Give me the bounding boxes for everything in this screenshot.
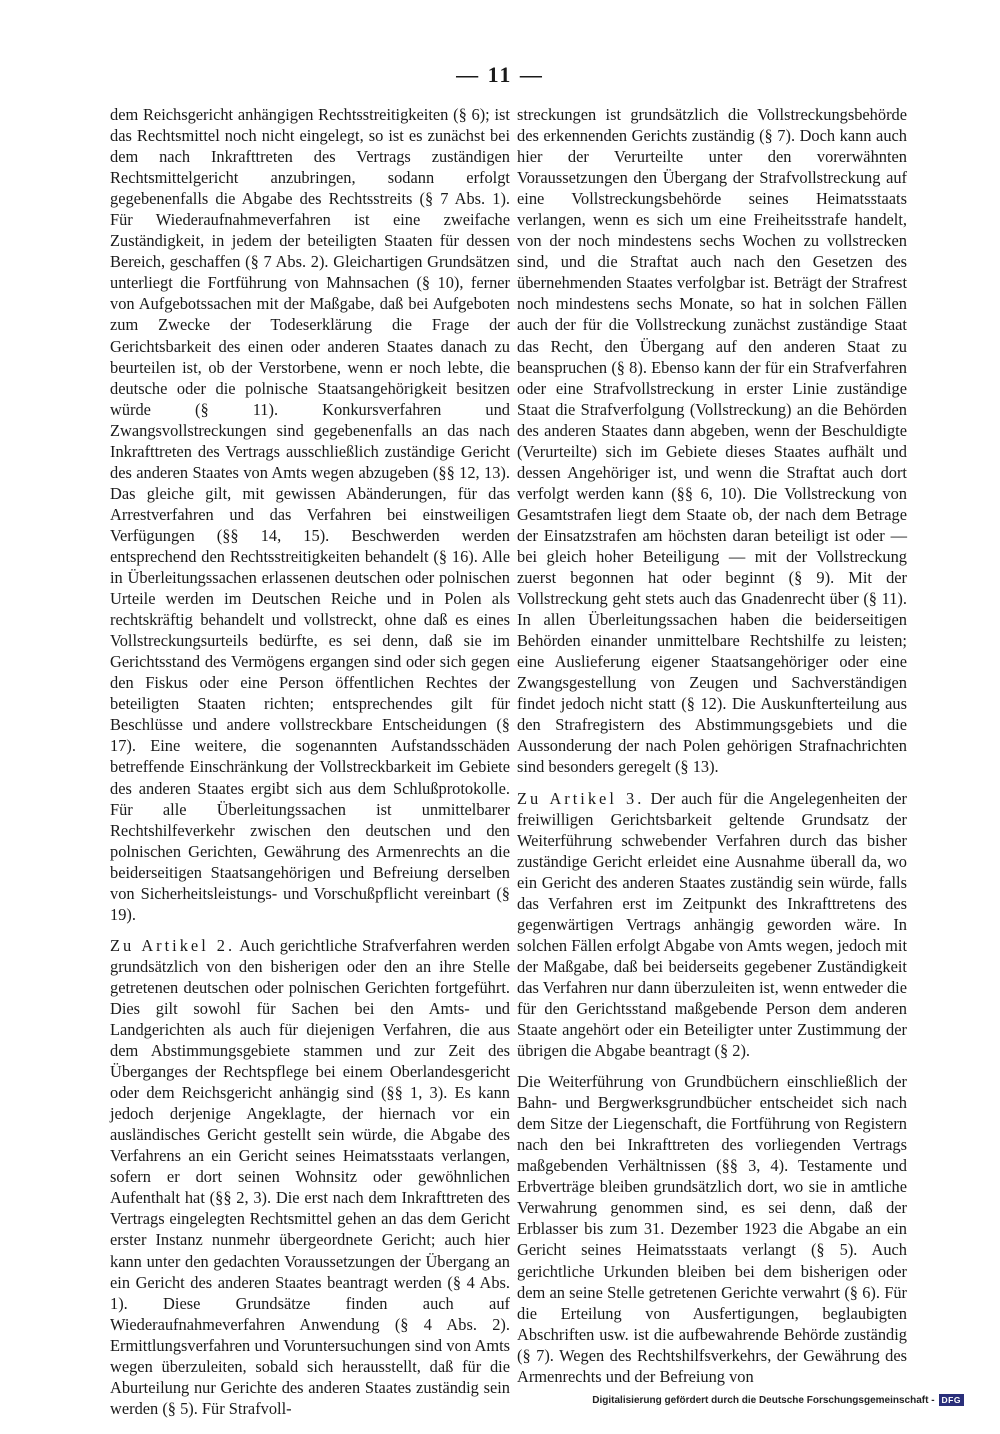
article-3-lead: Der auch für die Angelegenheiten der freiwilligen Gerichtsbarkeit xyxy=(517,788,907,829)
dfg-logo-icon: DFG xyxy=(939,1394,964,1406)
page-number: — 11 — xyxy=(456,62,544,87)
article-2-heading: Zu Artikel 2. xyxy=(110,935,236,955)
footer-text: Digitalisierung gefördert durch die Deutsche Forschungsgemeinschaft - xyxy=(592,1394,935,1406)
article-2-text: werden grundsätzlich von den bisherigen oder den an ihre Stelle getretenen deutschen oder polnischen Gerichten fortgeführt. Dies gilt sowohl für Sachen bei den Amts- und Landgerichten als auch für diejenigen Verfahren, die aus dem Abstimmungsgebiete stammen und zur Zeit des Überganges der Rechtspflege bei einem Oberlandesgericht oder dem Reichsgericht anhängig sind (§§ 1, 3). Es kann jedoch derjenige Angeklagte, der hiernach vor ein ausländisches Gericht gestellt sein würde, die Abgabe des Verfahrens an ein Gericht seines Heimatsstaats verlangen, sofern er dort seinen Wohnsitz oder gewöhnlichen Aufenthalt hat (§§ 2, 3). Die erst nach dem Inkrafttreten des Vertrags eingelegten Rechtsmittel gehen an das dem Gericht erster Instanz nunmehr übergeordnete Gericht; auch hier kann unter den gedachten Voraussetzungen der Übergang an ein Gericht des anderen Staates beantragt werden (§ 4 Abs. 1). Diese Grundsätze finden auch auf Wiederaufnahmeverfahren Anwendung (§ 4 Abs. 2). Ermittlungsverfahren und Voruntersuchungen sind von Amts wegen überzuleiten, sobald sich herausstellt, daß für die Aburteilung nur Gerichte des anderen Staates zuständig sein werden (§ 5). Für Strafvoll- xyxy=(110,935,510,1418)
article-3-text: geltende Grundsatz der Weiterführung schwebender Verfahren durch das bisher zuständige Gericht erleidet eine Ausnahme überall da, wo ein Gericht des anderen Staates zuständig sein würde, falls das Verfahren erst im Zeitpunkt des Inkrafttretens des gegenwärtigen Vertrags anhängig geworden wäre. In solchen Fällen erfolgt Abgabe von Amts wegen, jedoch mit der Maßgabe, daß bei beiderseits gegebener Zuständigkeit das Verfahren nur dann überzuleiten ist, wenn entweder die für den Gerichtsstand maßgebende Person dem anderen Staate angehört oder ein Beteiligter unter Zustimmung der übrigen die Abgabe beantragt (§ 2). xyxy=(517,809,907,1061)
article-3-heading: Zu Artikel 3. xyxy=(517,788,645,808)
digitization-footer xyxy=(592,1394,964,1406)
right-paragraph-2 xyxy=(517,788,907,1062)
right-paragraph-3: Die Weiterführung von Grundbüchern einschließlich der Bahn- und Bergwerksgrundbücher entscheidet sich nach dem Sitze der Liegenschaft, die Fortführung von Registern nach den bei Inkrafttreten des vorliegenden Vertrags maßgebenden Verhältnissen (§§ 3, 4). Testamente und Erbverträge bleiben grundsätzlich dort, wo sie in amtliche Verwahrung genommen sind, es sei denn, daß der Erblasser bis zum 31. Dezember 1923 die Abgabe an ein Gericht seines Heimatsstaats verlangt (§ 5). Auch gerichtliche Urkunden bleiben bei dem bisherigen oder dem an seine Stelle getretenen Gerichte verwahrt (§ 6). Für die Erteilung von Ausfertigungen, beglaubigten Abschriften usw. ist die aufbewahrende Behörde zuständig (§ 7). Wegen des Rechtshilfsverkehrs, der Gewährung des Armenrechts und der Befreiung von xyxy=(517,1072,907,1386)
left-column xyxy=(110,104,510,1419)
left-paragraph-1: dem Reichsgericht anhängigen Rechtsstreitigkeiten (§ 6); ist das Rechtsmittel noch nicht eingelegt, so ist es zunächst bei dem nach Inkrafttreten des Vertrags zuständigen Rechtsmittelgericht anzubringen, sodann erfolgt gegebenenfalls die Abgabe des Rechtsstreits (§ 7 Abs. 1). Für Wiederaufnahmeverfahren ist eine zweifache Zuständigkeit, in jedem der beteiligten Staaten für dessen Bereich, geschaffen (§ 7 Abs. 2). Gleichartigen Grundsätzen unterliegt die Fortführung von Mahnsachen (§ 10), ferner von Aufgebotssachen mit der Maßgabe, daß bei Aufgeboten zum Zwecke der Todeserklärung die Frage der Gerichtsbarkeit des einen oder anderen Staates danach zu beurteilen ist, ob der Verstorbene, wenn er noch lebte, die deutsche oder die polnische Staatsangehörigkeit besitzen würde (§ 11). Konkursverfahren und Zwangsvollstreckungen sind gegebenenfalls an das nach Inkrafttreten des Vertrags ausschließlich zuständige Gericht des anderen Staates von Amts wegen abzugeben (§§ 12, 13). Das gleiche gilt, mit gewissen Abänderungen, für das Arrestverfahren und das Verfahren bei einstweiligen Verfügungen (§§ 14, 15). Beschwerden werden entsprechend den Rechtsstreitigkeiten behandelt (§ 16). Alle in Überleitungssachen erlassenen deutschen oder polnischen Urteile werden im Deutschen Reiche und in Polen als rechtskräftig behandelt und vollstreckt, ohne daß es eines Vollstreckungsurteils bedürfte, es sei denn, daß sie im Gerichtsstand des Vermögens ergangen sind oder sich gegen den Fiskus oder eine Person öffentlichen Rechtes der beteiligten Staaten richten; entsprechendes gilt für Beschlüsse und andere vollstreckbare Entscheidungen (§ 17). Eine weitere, die sogenannten Aufstandsschäden betreffende Einschränkung der Vollstreckbarkeit im Gebiete des anderen Staates ergibt sich aus dem Schlußprotokolle. Für alle Überleitungssachen ist unmittelbarer Rechtshilfeverkehr zwischen den deutschen und den polnischen Gerichten, Gewährung des Armenrechts an die beiderseitigen Staatsangehörigen und Befreiung derselben von Sicherheitsleistungs- und Vorschußpflicht vereinbart (§ 19). xyxy=(110,105,510,924)
article-2-lead: Auch gerichtliche Strafverfahren xyxy=(239,935,457,955)
left-paragraph-2 xyxy=(110,935,510,1419)
right-column xyxy=(517,104,907,1387)
right-paragraph-1: streckungen ist grundsätzlich die Vollstreckungsbehörde des erkennenden Gerichts zuständig (§ 7). Doch kann auch hier der Verurteilte unter den vorerwähnten Voraussetzungen den Übergang der Strafvollstreckung auf eine Vollstreckungsbehörde seines Heimatsstaats verlangen, wenn es sich um eine Freiheitsstrafe handelt, von der noch mindestens sechs Wochen zu vollstrecken sind, und die Straftat auch nach den Gesetzen des übernehmenden Staates verfolgbar ist. Beträgt der Strafrest noch mindestens sechs Monate, so hat in solchen Fällen auch der für die Vollstreckung zunächst zuständige Staat das Recht, den Übergang auf den anderen Staat zu beanspruchen (§ 8). Ebenso kann der für ein Strafverfahren oder eine Strafvollstreckung in erster Linie zuständige Staat die Strafverfolgung (Vollstreckung) an die Behörden des anderen Staates dann abgeben, wenn der Beschuldigte (Verurteilte) sich im Gebiete dieses Staates aufhält und dessen Angehöriger ist, und wenn die Straftat auch dort verfolgt werden kann (§§ 6, 10). Die Vollstreckung von Gesamtstrafen liegt dem Staate ob, der nach dem Betrage der Einsatzstrafen am höchsten daran beteiligt ist oder — bei gleich hoher Beteiligung — mit der Vollstreckung zuerst begonnen hat oder beginnt (§ 9). Mit der Vollstreckung geht stets auch das Gnadenrecht über (§ 11). In allen Überleitungssachen haben die beiderseitigen Behörden einander unmittelbare Rechtshilfe zu leisten; eine Auslieferung eigener Staatsangehöriger oder eine Zwangsgestellung von Zeugen und Sachverständigen findet jedoch nicht statt (§ 12). Die Auskunfterteilung aus den Strafregistern des Abstimmungsgebiets und die Aussonderung der nach Polen gehörigen Strafnachrichten sind besonders geregelt (§ 13). xyxy=(517,105,907,777)
